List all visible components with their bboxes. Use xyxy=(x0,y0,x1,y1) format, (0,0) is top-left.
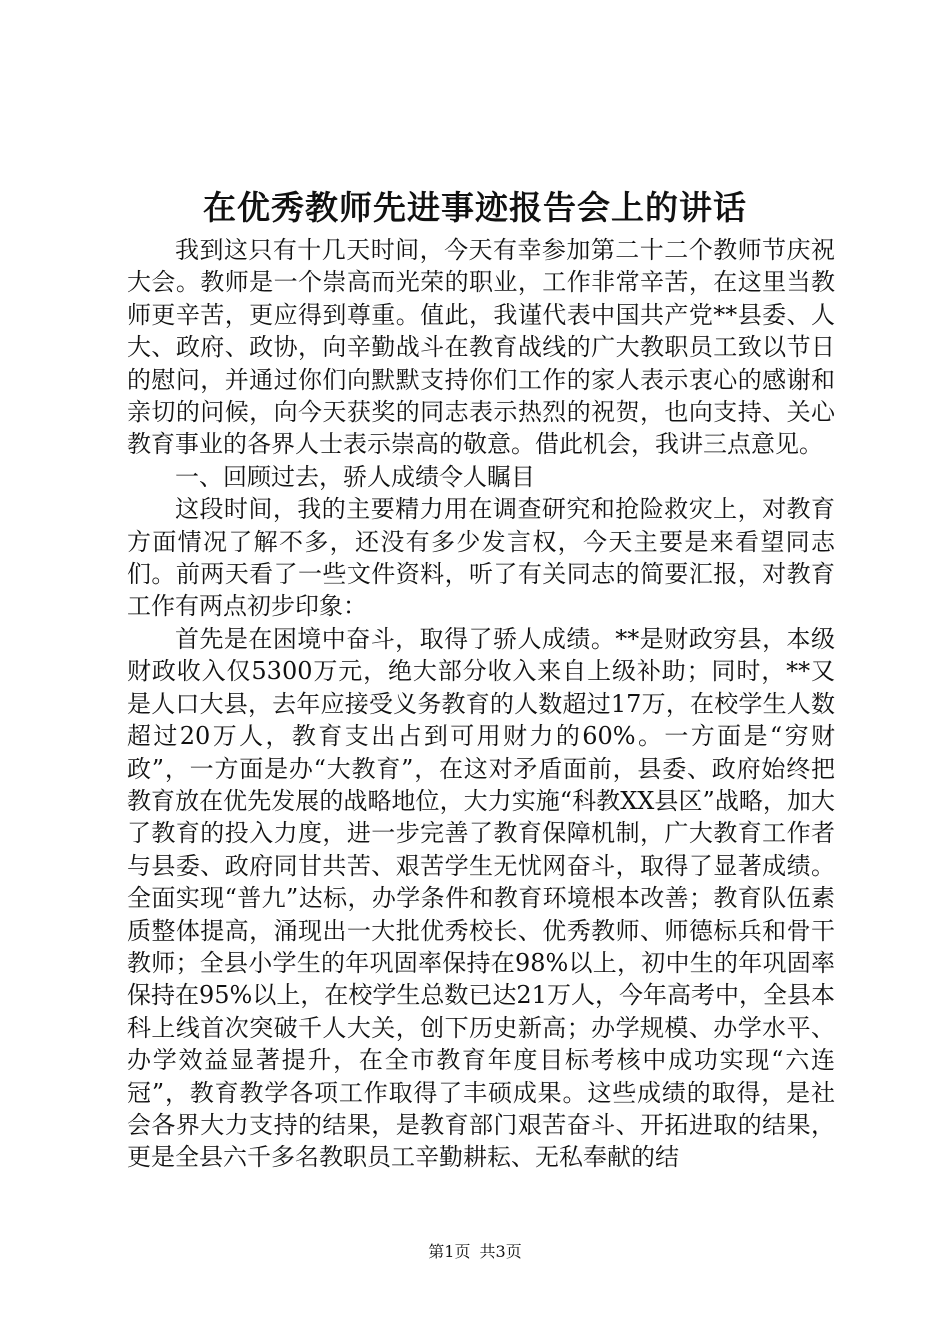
document-title: 在优秀教师先进事迹报告会上的讲话 xyxy=(203,188,747,227)
page-number: 第1页 xyxy=(428,1242,471,1261)
paragraph-impression: 这段时间，我的主要精力用在调查研究和抢险救灾上，对教育方面情况了解不多，还没有多少发言权，今天主要是来看望同志们。前两天看了一些文件资料，听了有关同志的简要汇报，对教育工作有两点初步印象： xyxy=(127,495,835,621)
section-heading-1: 一、回顾过去，骄人成绩令人瞩目 xyxy=(175,462,535,491)
page-total: 共3页 xyxy=(479,1242,522,1261)
paragraph-achievements: 首先是在困境中奋斗，取得了骄人成绩。**是财政穷县，本级财政收入仅5300万元，绝大部分收入来自上级补助；同时，**又是人口大县，去年应接受义务教育的人数超过17万，在校学生人数超过20万人，教育支出占到可用财力的60%。一方面是“穷财政”，一方面是办“大教育”，在这对矛盾面前，县委、政府始终把教育放在优先发展的战略地位，大力实施“科教XX县区”战略，加大了教育的投入力度，进一步完善了教育保障机制，广大教育工作者与县委、政府同甘共苦、艰苦学生无忧网奋斗，取得了显著成绩。全面实现“普九”达标，办学条件和教育环境根本改善；教育队伍素质整体提高，涌现出一大批优秀校长、优秀教师、师德标兵和骨干教师；全县小学生的年巩固率保持在98%以上，初中生的年巩固率保持在95%以上，在校学生总数已达21万人，今年高考中，全县本科上线首次突破千人大关，创下历史新高；办学规模、办学水平、办学效益显著提升，在全市教育年度目标考核中成功实现“六连冠”，教育教学各项工作取得了丰硕成果。这些成绩的取得，是社会各界大力支持的结果，是教育部门艰苦奋斗、开拓进取的结果，更是全县六千多名教职员工辛勤耕耘、无私奉献的结 xyxy=(127,624,835,1172)
document-body xyxy=(127,234,835,1174)
paragraph-opening: 我到这只有十几天时间，今天有幸参加第二十二个教师节庆祝大会。教师是一个崇高而光荣的职业，工作非常辛苦，在这里当教师更辛苦，更应得到尊重。值此，我谨代表中国共产党**县委、人大、政府、政协，向辛勤战斗在教育战线的广大教职员工致以节日的慰问，并通过你们向默默支持你们工作的家人表示衷心的感谢和亲切的问候，向今天获奖的同志表示热烈的祝贺，也向支持、关心教育事业的各界人士表示崇高的敬意。借此机会，我讲三点意见。 xyxy=(127,236,835,459)
page-footer xyxy=(0,1240,950,1264)
